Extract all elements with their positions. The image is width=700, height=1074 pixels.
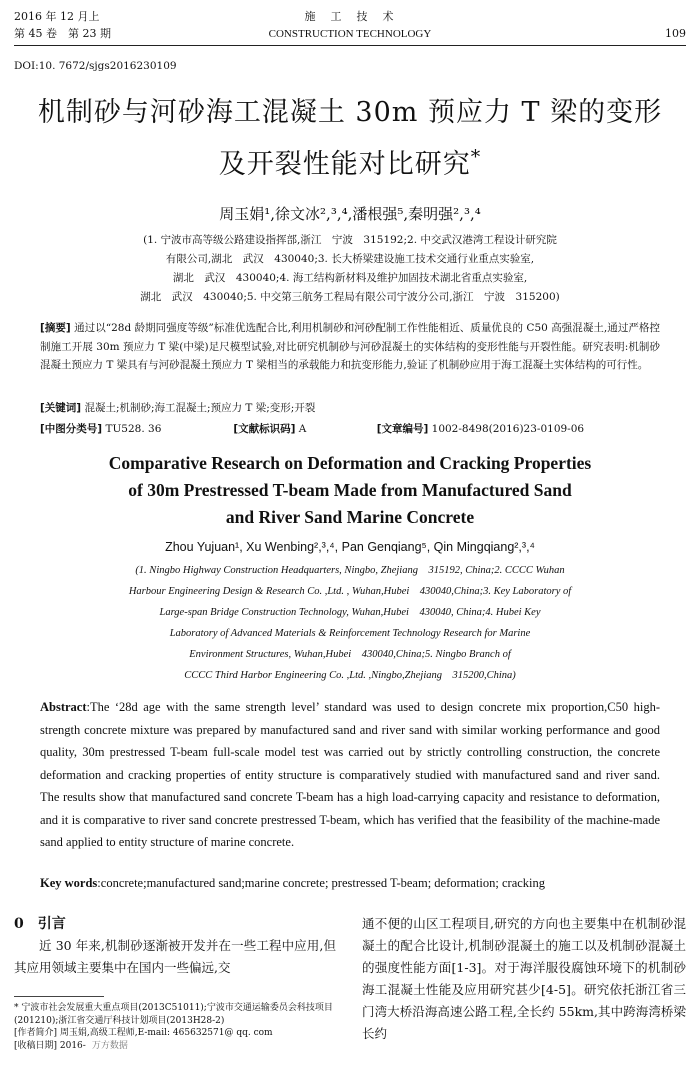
body-right-column: 通不便的山区工程项目,研究的方向也主要集中在机制砂混凝土的配合比设计,机制砂混凝土的施工以及机制砂混凝土的强度性能方面[1-3]。对于海洋服役腐蚀环境下的机制砂海工混凝土性能及应用研究甚少[4-5]。研究依托浙江省三门湾大桥沿海高速公路工程,全长约 55km,其中跨海湾桥梁长约 xyxy=(362,916,686,1041)
keywords-cn-label: [关键词] xyxy=(40,402,82,414)
title-en-line: and River Sand Marine Concrete xyxy=(225,507,475,527)
abstract-cn xyxy=(40,319,660,375)
title-cn-line1: 机制砂与河砂海工混凝土 30m 预应力 T 梁的变形 xyxy=(37,97,663,128)
journal-name-en: CONSTRUCTION TECHNOLOGY xyxy=(268,28,432,40)
abstract-en-text: :The ‘28d age with the same strength level’ standard was used to design concrete mix proportion,C50 high-strength concrete mixture was prepared by manufactured sand and river sand with similar working performance and good quality, 30m prestressed T-beam full-scale model test was carried out by strictly controlling construction, the concrete deformation and cracking properties of entity structure is comparatively studied with manufactured sand and river sand. The results show that manufactured sand concrete T-beam has a high load-carrying capacity and resistance to deformation, and it is comparative to river sand concrete prestressed T-beam, which has verified that the feasibility of the machine-made sand applied to entity structure of marine concrete. xyxy=(40,700,660,849)
title-en-line: Comparative Research on Deformation and Cracking Properties xyxy=(108,453,592,473)
affiliation-en-line: (1. Ningbo Highway Construction Headquarters, Ningbo, Zhejiang 315192, China;2. CCCC Wuhan xyxy=(135,565,565,576)
affiliation-line: 有限公司,湖北 武汉 430040;3. 长大桥梁建设施工技术交通行业重点实验室, xyxy=(165,253,535,265)
clc-label: [中图分类号] xyxy=(40,423,103,435)
title-cn-line2: 及开裂性能对比研究* xyxy=(218,146,482,180)
abstract-en-label: Abstract xyxy=(40,700,87,714)
doc-code-label: [文献标识码] xyxy=(233,423,296,435)
classification-row xyxy=(40,420,660,439)
affiliation-line: 湖北 武汉 430040;4. 海工结构新材料及维护加固技术湖北省重点实验室, xyxy=(172,272,528,284)
keywords-en xyxy=(40,872,660,895)
authors-cn: 周玉娟¹,徐文冰²,³,⁴,潘根强⁵,秦明强²,³,⁴ xyxy=(219,205,481,223)
affiliation-en-line: Laboratory of Advanced Materials & Reinforcement Technology Research for Marine xyxy=(169,628,531,639)
affiliation-line: 湖北 武汉 430040;5. 中交第三航务工程局有限公司宁波分公司,浙江 宁波 315200) xyxy=(140,291,560,303)
affiliation-en-line: CCCC Third Harbor Engineering Co. ,Ltd. ,Ningbo,Zhejiang 315200,China) xyxy=(184,670,516,681)
footnote-rule xyxy=(14,996,104,997)
title-en-line: of 30m Prestressed T-beam Made from Manufactured Sand xyxy=(128,480,572,500)
body-left-column: 近 30 年来,机制砂逐渐被开发并在一些工程中应用,但其应用领域主要集中在国内一些偏远,交 xyxy=(14,938,336,975)
article-number-label: [文章编号] xyxy=(376,423,429,435)
watermark: 万方数据 xyxy=(91,1040,128,1051)
footnote-received: [收稿日期] 2016- 万方数据 xyxy=(14,1040,128,1051)
affiliation-en-line: Large-span Bridge Construction Technology, Wuhan,Hubei 430040, China;4. Hubei Key xyxy=(159,607,541,618)
affiliation-line: (1. 宁波市高等级公路建设指挥部,浙江 宁波 315192;2. 中交武汉港湾工程设计研究院 xyxy=(143,234,557,246)
abstract-cn-label: [摘要] xyxy=(40,322,71,334)
title-en xyxy=(30,450,670,531)
section-heading: 0 引言 xyxy=(14,916,66,932)
doc-code-value: A xyxy=(298,423,307,435)
keywords-en-label: Key words xyxy=(40,876,98,890)
clc-value: TU528. 36 xyxy=(105,423,162,435)
affiliation-en-line: Harbour Engineering Design & Research Co. ,Ltd. , Wuhan,Hubei 430040,China;3. Key Laboratory of xyxy=(128,586,572,597)
affiliation-en-line: Environment Structures, Wuhan,Hubei 430040,China;5. Ningbo Branch of xyxy=(189,649,511,660)
article-number-value: 1002-8498(2016)23-0109-06 xyxy=(431,423,585,435)
keywords-cn xyxy=(40,399,660,418)
abstract-cn-text: 通过以“28d 龄期同强度等级”标准优选配合比,利用机制砂和河砂配制工作性能相近、质量优良的 C50 高强混凝土,通过严格控制施工开展 30m 预应力 T 梁(中梁)足尺模型试验,对比研究机制砂与河砂混凝土的实体结构的变形性能与开裂性能。研究表明:机制砂混凝土预应力 T 梁具有与河砂混凝土预应力 T 梁相当的承载能力和抗变形能力,验证了机制砂应用于海工混凝土实体结构的可行性。 xyxy=(40,322,660,371)
header-rule xyxy=(14,45,686,46)
volume-issue: 第 45 卷 第 23 期 xyxy=(14,27,111,40)
footnotes xyxy=(14,1002,336,1052)
affiliations-en xyxy=(30,560,670,686)
journal-name-cn: 施 工 技 术 xyxy=(304,10,396,23)
authors-en: Zhou Yujuan¹, Xu Wenbing²,³,⁴, Pan Genqiang⁵, Qin Mingqiang²,³,⁴ xyxy=(165,540,535,554)
keywords-en-text: :concrete;manufactured sand;marine concrete; prestressed T-beam; deformation; cracking xyxy=(97,876,546,890)
footnote-author: [作者简介] 周玉娟,高级工程师,E-mail: 465632571@ qq. com xyxy=(14,1028,273,1038)
affiliations-cn xyxy=(40,231,660,307)
footnote-fund: * 宁波市社会发展重大重点项目(2013C51011);宁波市交通运输委员会科技项目(201210);浙江省交通厅科技计划项目(2013H28-2) xyxy=(14,1003,333,1026)
doi: DOI:10. 7672/sjgs2016230109 xyxy=(14,60,177,72)
abstract-en xyxy=(40,696,660,854)
page-number: 109 xyxy=(665,27,686,40)
issue-date: 2016 年 12 月上 xyxy=(14,10,100,23)
title-footnote-mark: * xyxy=(470,146,482,168)
keywords-cn-text: 混凝土;机制砂;海工混凝土;预应力 T 梁;变形;开裂 xyxy=(84,402,316,414)
